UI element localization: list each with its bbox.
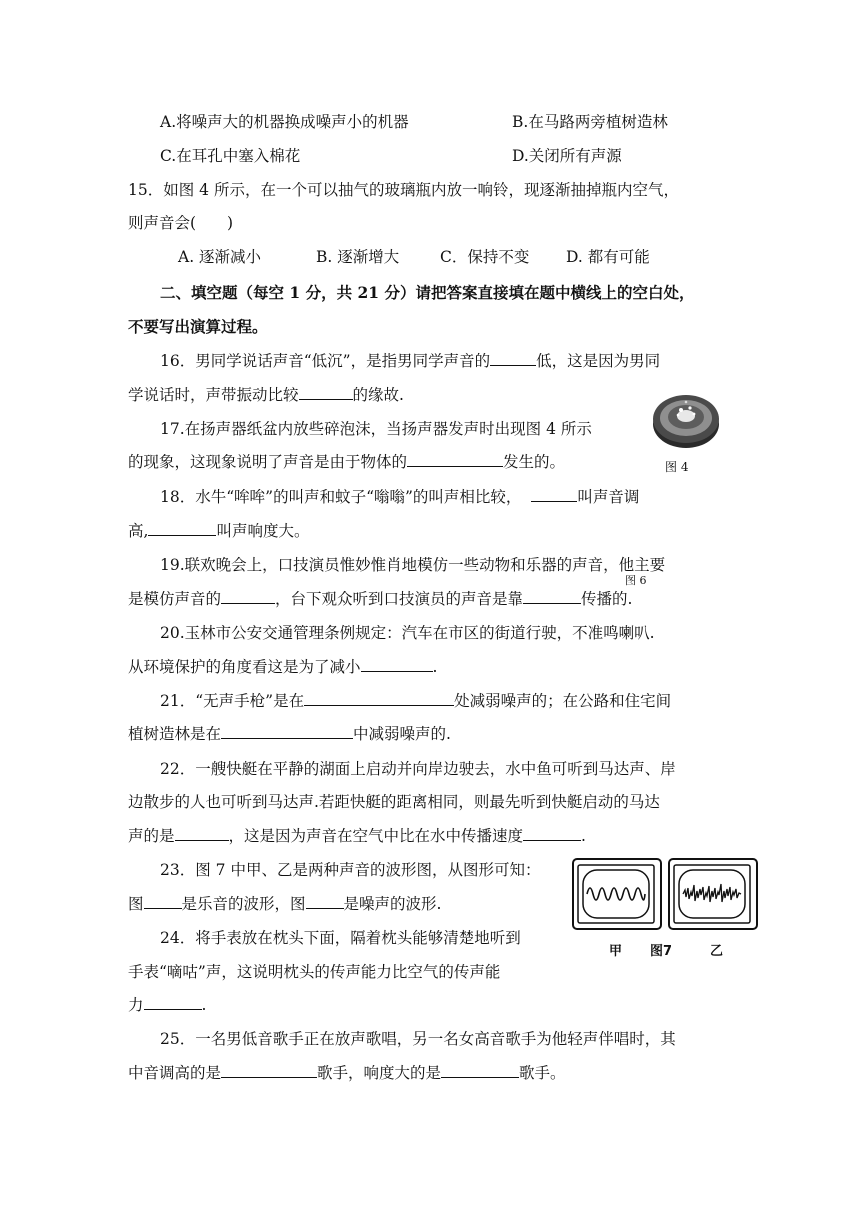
q15-line-1: 15．如图 4 所示，在一个可以抽气的玻璃瓶内放一响铃，现逐渐抽掉瓶内空气， <box>128 181 679 199</box>
answer-blank[interactable] <box>531 487 577 502</box>
q24-line-3: 力 . <box>128 996 207 1014</box>
answer-blank[interactable] <box>441 1063 519 1078</box>
answer-blank[interactable] <box>144 894 182 909</box>
q22-line-3: 声的是 ，这是因为声音在空气中比在水中传播速度 . <box>128 827 586 845</box>
answer-blank[interactable] <box>175 826 229 841</box>
q16-line-2: 学说话时，声带振动比较 的缘故. <box>128 386 404 404</box>
q22-line-1: 22．一艘快艇在平静的湖面上启动并向岸边驶去，水中鱼可听到马达声、岸 <box>160 760 676 778</box>
figure-4-caption: 图 4 <box>665 460 689 474</box>
q18-line-1: 18．水牛“哞哞”的叫声和蚊子“嗡嗡”的叫声相比较， 叫声音调 <box>160 488 640 506</box>
q20-line-1: 20.玉林市公安交通管理条例规定：汽车在市区的街道行驶，不准鸣喇叭. <box>160 624 655 642</box>
q20-line-2: 从环境保护的角度看这是为了减小 . <box>128 658 438 676</box>
answer-blank[interactable] <box>221 724 353 739</box>
figure-7-right-label: 乙 <box>710 944 724 959</box>
answer-blank[interactable] <box>361 657 433 672</box>
q15-option-b: B. 逐渐增大 <box>316 248 400 266</box>
answer-blank[interactable] <box>523 826 581 841</box>
answer-blank[interactable] <box>221 1063 317 1078</box>
q23-line-2: 图 是乐音的波形，图 是噪声的波形. <box>128 895 442 913</box>
q21-line-2: 植树造林是在 中减弱噪声的. <box>128 725 451 743</box>
q24-line-1: 24．将手表放在枕头下面，隔着枕头能够清楚地听到 <box>160 929 521 947</box>
q17-line-1: 17.在扬声器纸盆内放些碎泡沫，当扬声器发声时出现图 4 所示 <box>160 420 592 438</box>
q14-option-b: B.在马路两旁植树造林 <box>512 113 668 131</box>
q25-line-2: 中音调高的是 歌手，响度大的是 歌手。 <box>128 1064 566 1082</box>
q15-line-2: 则声音会( ) <box>128 214 234 232</box>
q21-line-1: 21．“无声手枪”是在 处减弱噪声的；在公路和住宅间 <box>160 692 672 710</box>
answer-blank[interactable] <box>299 385 353 400</box>
q23-line-1: 23．图 7 中甲、乙是两种声音的波形图，从图形可知： <box>160 861 541 879</box>
figure-6-caption: 图 6 <box>625 574 647 587</box>
q25-line-1: 25．一名男低音歌手正在放声歌唱，另一名女高音歌手为他轻声伴唱时，其 <box>160 1030 676 1048</box>
waveform-figure <box>572 858 758 934</box>
answer-blank[interactable] <box>306 894 344 909</box>
q15-option-c: C．保持不变 <box>440 248 530 266</box>
answer-blank[interactable] <box>148 521 216 536</box>
q17-line-2: 的现象，这现象说明了声音是由于物体的 发生的。 <box>128 453 566 471</box>
answer-blank[interactable] <box>523 589 581 604</box>
q15-option-d: D. 都有可能 <box>566 248 650 266</box>
q14-option-d: D.关闭所有声源 <box>512 147 622 165</box>
q18-line-2: 高, 叫声响度大。 <box>128 522 310 540</box>
q19-line-2: 是模仿声音的 ，台下观众听到口技演员的声音是靠 传播的. <box>128 590 633 608</box>
q19-line-1: 19.联欢晚会上，口技演员惟妙惟肖地模仿一些动物和乐器的声音，他主要 <box>160 556 666 574</box>
monitor-right <box>669 859 757 929</box>
section-heading-line-2: 不要写出演算过程。 <box>128 317 268 336</box>
q14-option-a: A.将噪声大的机器换成噪声小的机器 <box>160 113 409 131</box>
figure-7-caption: 图7 <box>650 944 673 959</box>
q14-option-c: C.在耳孔中塞入棉花 <box>160 147 301 165</box>
answer-blank[interactable] <box>144 995 202 1010</box>
answer-blank[interactable] <box>304 691 454 706</box>
q15-option-a: A. 逐渐减小 <box>178 248 262 266</box>
answer-blank[interactable] <box>490 351 536 366</box>
q24-line-2: 手表“嘀咕”声，这说明枕头的传声能力比空气的传声能 <box>128 963 501 981</box>
q16-line-1: 16．男同学说话声音“低沉”，是指男同学声音的 低，这是因为男同 <box>160 352 661 370</box>
figure-7-left-label: 甲 <box>609 944 623 959</box>
monitor-left <box>573 859 661 929</box>
q22-line-2: 边散步的人也可听到马达声.若距快艇的距离相同，则最先听到快艇启动的马达 <box>128 793 660 811</box>
section-heading-line-1: 二、填空题（每空 1 分，共 21 分）请把答案直接填在题中横线上的空白处， <box>160 283 695 302</box>
speaker-figure <box>650 388 722 454</box>
answer-blank[interactable] <box>221 589 275 604</box>
answer-blank[interactable] <box>407 452 503 467</box>
